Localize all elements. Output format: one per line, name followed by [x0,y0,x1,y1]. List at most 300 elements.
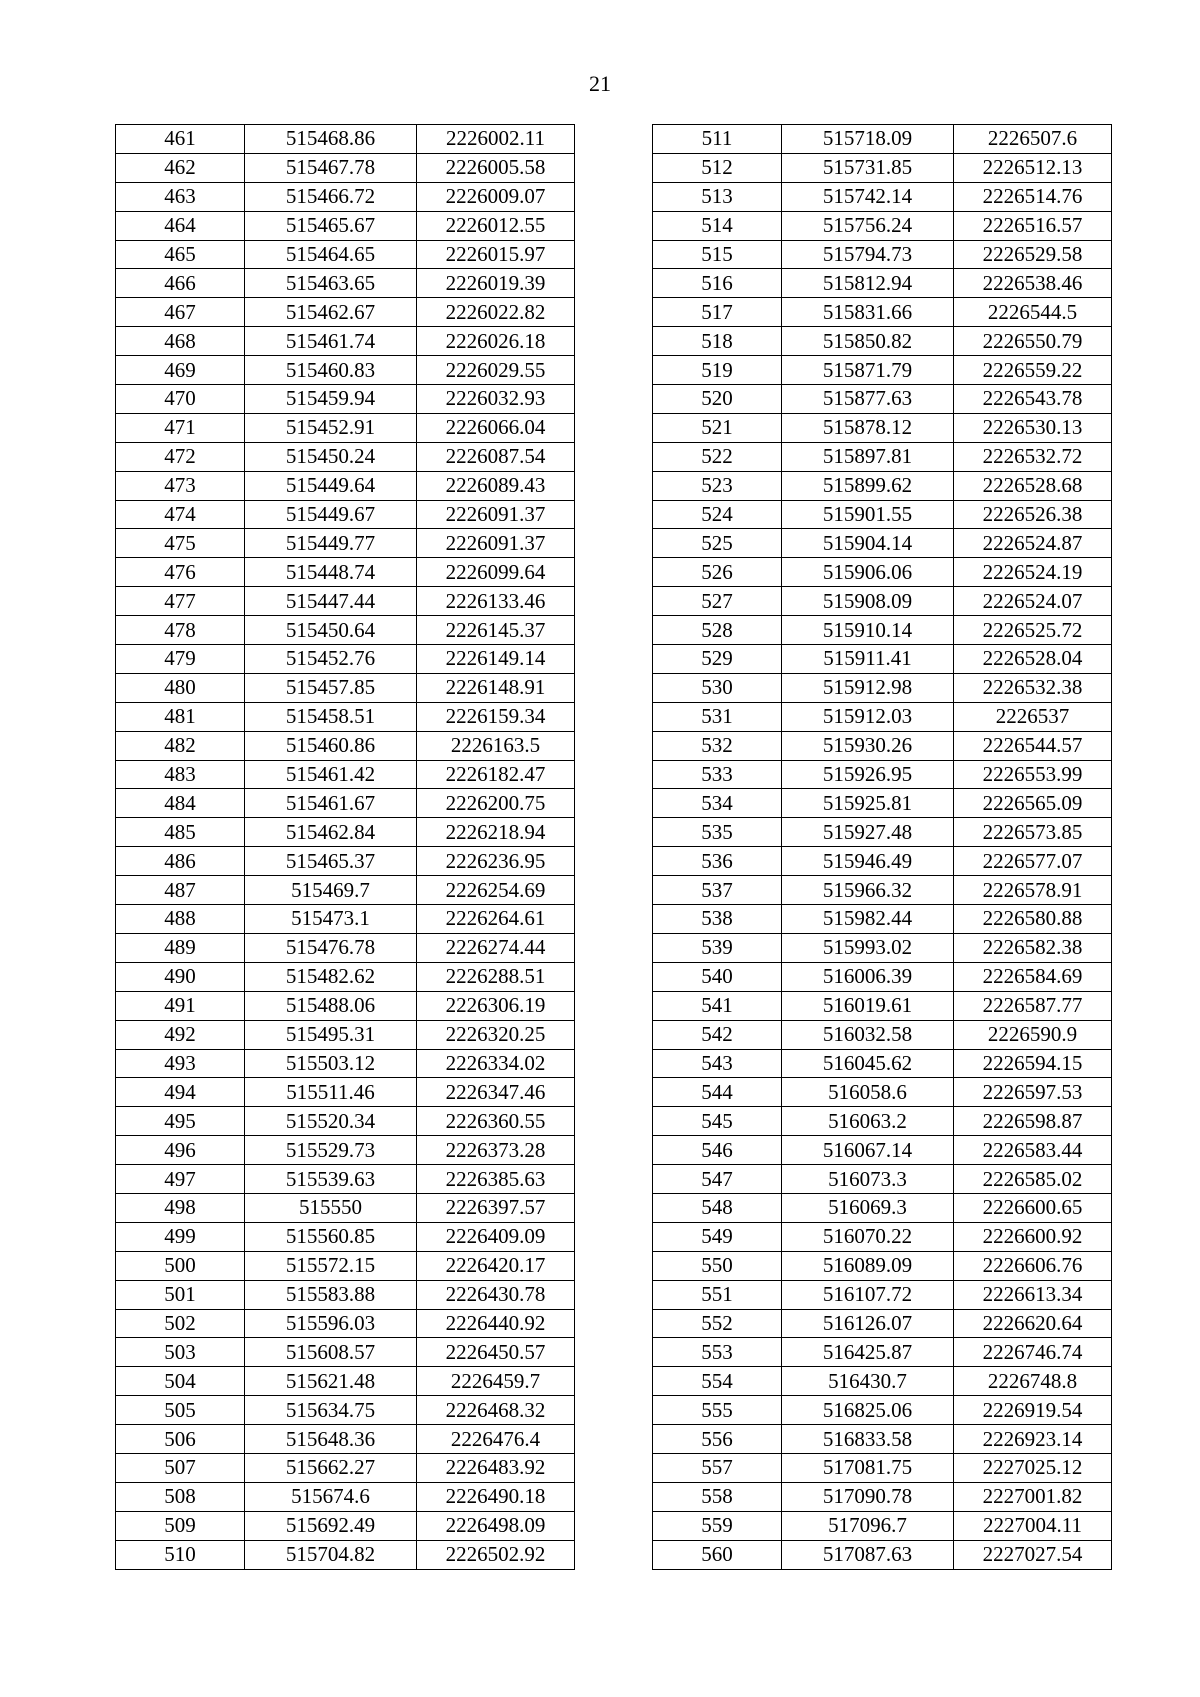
x-coordinate-cell: 515511.46 [245,1078,417,1107]
point-number-cell: 533 [653,760,782,789]
point-number-cell: 543 [653,1049,782,1078]
point-number-cell: 469 [116,356,245,385]
point-number-cell: 515 [653,240,782,269]
point-number-cell: 488 [116,905,245,934]
y-coordinate-cell: 2226600.65 [954,1193,1112,1222]
point-number-cell: 499 [116,1222,245,1251]
table-row [653,471,1112,500]
x-coordinate-cell: 516070.22 [782,1222,954,1251]
x-coordinate-cell: 515450.64 [245,616,417,645]
x-coordinate-cell: 515473.1 [245,905,417,934]
y-coordinate-cell: 2226288.51 [417,962,575,991]
y-coordinate-cell: 2226385.63 [417,1165,575,1194]
point-number-cell: 487 [116,876,245,905]
x-coordinate-cell: 515469.7 [245,876,417,905]
y-coordinate-cell: 2226550.79 [954,327,1112,356]
x-coordinate-cell: 515450.24 [245,442,417,471]
y-coordinate-cell: 2226577.07 [954,847,1112,876]
point-number-cell: 506 [116,1425,245,1454]
point-number-cell: 468 [116,327,245,356]
table-row [116,240,575,269]
x-coordinate-cell: 515461.42 [245,760,417,789]
y-coordinate-cell: 2226529.58 [954,240,1112,269]
y-coordinate-cell: 2226578.91 [954,876,1112,905]
y-coordinate-cell: 2226528.04 [954,645,1112,674]
point-number-cell: 483 [116,760,245,789]
point-number-cell: 463 [116,182,245,211]
x-coordinate-cell: 515648.36 [245,1425,417,1454]
x-coordinate-cell: 515495.31 [245,1020,417,1049]
y-coordinate-cell: 2226476.4 [417,1425,575,1454]
point-number-cell: 502 [116,1309,245,1338]
x-coordinate-cell: 515877.63 [782,385,954,414]
point-number-cell: 522 [653,442,782,471]
table-row [116,905,575,934]
y-coordinate-cell: 2226582.38 [954,933,1112,962]
table-body [116,125,575,1570]
table-row [653,673,1112,702]
y-coordinate-cell: 2226032.93 [417,385,575,414]
x-coordinate-cell: 516126.07 [782,1309,954,1338]
table-row [116,125,575,154]
table-row [653,847,1112,876]
x-coordinate-cell: 515452.76 [245,645,417,674]
point-number-cell: 508 [116,1482,245,1511]
y-coordinate-cell: 2226002.11 [417,125,575,154]
y-coordinate-cell: 2226029.55 [417,356,575,385]
x-coordinate-cell: 515466.72 [245,182,417,211]
x-coordinate-cell: 515468.86 [245,125,417,154]
table-row [116,1222,575,1251]
x-coordinate-cell: 515449.77 [245,529,417,558]
x-coordinate-cell: 515982.44 [782,905,954,934]
point-number-cell: 541 [653,991,782,1020]
y-coordinate-cell: 2226012.55 [417,211,575,240]
y-coordinate-cell: 2226598.87 [954,1107,1112,1136]
x-coordinate-cell: 516073.3 [782,1165,954,1194]
y-coordinate-cell: 2226748.8 [954,1367,1112,1396]
y-coordinate-cell: 2226587.77 [954,991,1112,1020]
point-number-cell: 501 [116,1280,245,1309]
point-number-cell: 464 [116,211,245,240]
table-row [653,413,1112,442]
x-coordinate-cell: 515488.06 [245,991,417,1020]
point-number-cell: 504 [116,1367,245,1396]
table-row [116,1020,575,1049]
x-coordinate-cell: 515731.85 [782,153,954,182]
point-number-cell: 534 [653,789,782,818]
y-coordinate-cell: 2226565.09 [954,789,1112,818]
point-number-cell: 462 [116,153,245,182]
point-number-cell: 496 [116,1136,245,1165]
y-coordinate-cell: 2226182.47 [417,760,575,789]
table-row [653,1338,1112,1367]
x-coordinate-cell: 516825.06 [782,1396,954,1425]
x-coordinate-cell: 515458.51 [245,702,417,731]
point-number-cell: 548 [653,1193,782,1222]
table-row [116,702,575,731]
table-row [653,182,1112,211]
table-row [116,587,575,616]
y-coordinate-cell: 2226218.94 [417,818,575,847]
table-row [653,1107,1112,1136]
table-row [116,1107,575,1136]
x-coordinate-cell: 515831.66 [782,298,954,327]
y-coordinate-cell: 2226091.37 [417,500,575,529]
y-coordinate-cell: 2226514.76 [954,182,1112,211]
x-coordinate-cell: 516006.39 [782,962,954,991]
point-number-cell: 486 [116,847,245,876]
point-number-cell: 551 [653,1280,782,1309]
point-number-cell: 547 [653,1165,782,1194]
x-coordinate-cell: 515476.78 [245,933,417,962]
point-number-cell: 536 [653,847,782,876]
x-coordinate-cell: 515812.94 [782,269,954,298]
x-coordinate-cell: 515520.34 [245,1107,417,1136]
y-coordinate-cell: 2226524.07 [954,587,1112,616]
y-coordinate-cell: 2227001.82 [954,1482,1112,1511]
point-number-cell: 527 [653,587,782,616]
x-coordinate-cell: 515910.14 [782,616,954,645]
y-coordinate-cell: 2226553.99 [954,760,1112,789]
point-number-cell: 473 [116,471,245,500]
x-coordinate-cell: 515560.85 [245,1222,417,1251]
y-coordinate-cell: 2226087.54 [417,442,575,471]
point-number-cell: 498 [116,1193,245,1222]
y-coordinate-cell: 2226459.7 [417,1367,575,1396]
point-number-cell: 556 [653,1425,782,1454]
point-number-cell: 553 [653,1338,782,1367]
point-number-cell: 549 [653,1222,782,1251]
point-number-cell: 511 [653,125,782,154]
table-row [116,1482,575,1511]
point-number-cell: 471 [116,413,245,442]
y-coordinate-cell: 2226254.69 [417,876,575,905]
point-number-cell: 545 [653,1107,782,1136]
x-coordinate-cell: 517096.7 [782,1511,954,1540]
point-number-cell: 510 [116,1540,245,1569]
y-coordinate-cell: 2226532.72 [954,442,1112,471]
y-coordinate-cell: 2226133.46 [417,587,575,616]
point-number-cell: 532 [653,731,782,760]
point-number-cell: 524 [653,500,782,529]
x-coordinate-cell: 515742.14 [782,182,954,211]
y-coordinate-cell: 2226430.78 [417,1280,575,1309]
table-row [116,1540,575,1569]
table-row [116,327,575,356]
y-coordinate-cell: 2226334.02 [417,1049,575,1078]
table-row [653,1222,1112,1251]
x-coordinate-cell: 515464.65 [245,240,417,269]
point-number-cell: 546 [653,1136,782,1165]
y-coordinate-cell: 2226600.92 [954,1222,1112,1251]
y-coordinate-cell: 2226159.34 [417,702,575,731]
y-coordinate-cell: 2226532.38 [954,673,1112,702]
point-number-cell: 531 [653,702,782,731]
y-coordinate-cell: 2226583.44 [954,1136,1112,1165]
x-coordinate-cell: 515459.94 [245,385,417,414]
point-number-cell: 560 [653,1540,782,1569]
table-row [653,269,1112,298]
x-coordinate-cell: 515461.74 [245,327,417,356]
table-row [116,1078,575,1107]
table-row [653,962,1112,991]
x-coordinate-cell: 515906.06 [782,558,954,587]
x-coordinate-cell: 515871.79 [782,356,954,385]
point-number-cell: 495 [116,1107,245,1136]
x-coordinate-cell: 515674.6 [245,1482,417,1511]
x-coordinate-cell: 515596.03 [245,1309,417,1338]
point-number-cell: 554 [653,1367,782,1396]
point-number-cell: 481 [116,702,245,731]
table-row [116,645,575,674]
x-coordinate-cell: 516107.72 [782,1280,954,1309]
point-number-cell: 555 [653,1396,782,1425]
y-coordinate-cell: 2226573.85 [954,818,1112,847]
point-number-cell: 484 [116,789,245,818]
table-row [116,933,575,962]
y-coordinate-cell: 2227025.12 [954,1453,1112,1482]
y-coordinate-cell: 2226559.22 [954,356,1112,385]
y-coordinate-cell: 2226026.18 [417,327,575,356]
y-coordinate-cell: 2226537 [954,702,1112,731]
table-row [116,1338,575,1367]
table-row [116,1453,575,1482]
table-row [653,1251,1112,1280]
point-number-cell: 490 [116,962,245,991]
y-coordinate-cell: 2226200.75 [417,789,575,818]
point-number-cell: 550 [653,1251,782,1280]
y-coordinate-cell: 2226163.5 [417,731,575,760]
table-row [653,442,1112,471]
point-number-cell: 512 [653,153,782,182]
table-row [653,240,1112,269]
x-coordinate-cell: 515692.49 [245,1511,417,1540]
y-coordinate-cell: 2226923.14 [954,1425,1112,1454]
y-coordinate-cell: 2226544.5 [954,298,1112,327]
x-coordinate-cell: 515539.63 [245,1165,417,1194]
coordinates-table-right [652,124,1112,1570]
x-coordinate-cell: 515897.81 [782,442,954,471]
table-row [116,356,575,385]
table-row [653,529,1112,558]
table-row [116,760,575,789]
x-coordinate-cell: 515899.62 [782,471,954,500]
y-coordinate-cell: 2226585.02 [954,1165,1112,1194]
table-row [653,587,1112,616]
y-coordinate-cell: 2226019.39 [417,269,575,298]
y-coordinate-cell: 2226236.95 [417,847,575,876]
point-number-cell: 516 [653,269,782,298]
table-row [116,1049,575,1078]
table-row [653,385,1112,414]
y-coordinate-cell: 2226450.57 [417,1338,575,1367]
y-coordinate-cell: 2226526.38 [954,500,1112,529]
x-coordinate-cell: 515911.41 [782,645,954,674]
y-coordinate-cell: 2226597.53 [954,1078,1112,1107]
table-row [653,558,1112,587]
table-row [653,1511,1112,1540]
y-coordinate-cell: 2226145.37 [417,616,575,645]
point-number-cell: 521 [653,413,782,442]
y-coordinate-cell: 2226347.46 [417,1078,575,1107]
x-coordinate-cell: 517090.78 [782,1482,954,1511]
x-coordinate-cell: 515634.75 [245,1396,417,1425]
point-number-cell: 497 [116,1165,245,1194]
y-coordinate-cell: 2226009.07 [417,182,575,211]
y-coordinate-cell: 2226512.13 [954,153,1112,182]
y-coordinate-cell: 2226528.68 [954,471,1112,500]
table-row [653,1193,1112,1222]
point-number-cell: 494 [116,1078,245,1107]
x-coordinate-cell: 515572.15 [245,1251,417,1280]
table-row [653,1367,1112,1396]
table-row [653,1078,1112,1107]
x-coordinate-cell: 515503.12 [245,1049,417,1078]
y-coordinate-cell: 2226543.78 [954,385,1112,414]
point-number-cell: 528 [653,616,782,645]
table-body [653,125,1112,1570]
table-row [116,1280,575,1309]
y-coordinate-cell: 2226397.57 [417,1193,575,1222]
x-coordinate-cell: 515529.73 [245,1136,417,1165]
x-coordinate-cell: 515621.48 [245,1367,417,1396]
x-coordinate-cell: 515457.85 [245,673,417,702]
point-number-cell: 461 [116,125,245,154]
table-row [653,933,1112,962]
x-coordinate-cell: 515794.73 [782,240,954,269]
y-coordinate-cell: 2226498.09 [417,1511,575,1540]
point-number-cell: 535 [653,818,782,847]
x-coordinate-cell: 515966.32 [782,876,954,905]
table-row [653,760,1112,789]
point-number-cell: 509 [116,1511,245,1540]
point-number-cell: 519 [653,356,782,385]
table-row [116,153,575,182]
x-coordinate-cell: 515704.82 [245,1540,417,1569]
table-row [116,1251,575,1280]
x-coordinate-cell: 517081.75 [782,1453,954,1482]
y-coordinate-cell: 2226264.61 [417,905,575,934]
x-coordinate-cell: 515946.49 [782,847,954,876]
table-row [116,298,575,327]
x-coordinate-cell: 516063.2 [782,1107,954,1136]
x-coordinate-cell: 515925.81 [782,789,954,818]
x-coordinate-cell: 515449.67 [245,500,417,529]
table-row [116,442,575,471]
point-number-cell: 470 [116,385,245,414]
point-number-cell: 513 [653,182,782,211]
x-coordinate-cell: 515878.12 [782,413,954,442]
table-row [653,153,1112,182]
y-coordinate-cell: 2226544.57 [954,731,1112,760]
y-coordinate-cell: 2226746.74 [954,1338,1112,1367]
table-row [653,645,1112,674]
point-number-cell: 475 [116,529,245,558]
table-row [116,269,575,298]
x-coordinate-cell: 515467.78 [245,153,417,182]
x-coordinate-cell: 515449.64 [245,471,417,500]
x-coordinate-cell: 516032.58 [782,1020,954,1049]
table-row [653,991,1112,1020]
table-row [116,1136,575,1165]
point-number-cell: 542 [653,1020,782,1049]
table-row [116,789,575,818]
point-number-cell: 537 [653,876,782,905]
point-number-cell: 514 [653,211,782,240]
y-coordinate-cell: 2226409.09 [417,1222,575,1251]
point-number-cell: 480 [116,673,245,702]
table-row [653,1540,1112,1569]
y-coordinate-cell: 2226440.92 [417,1309,575,1338]
x-coordinate-cell: 517087.63 [782,1540,954,1569]
x-coordinate-cell: 515460.83 [245,356,417,385]
table-row [653,1453,1112,1482]
y-coordinate-cell: 2226919.54 [954,1396,1112,1425]
y-coordinate-cell: 2226525.72 [954,616,1112,645]
y-coordinate-cell: 2226149.14 [417,645,575,674]
x-coordinate-cell: 515583.88 [245,1280,417,1309]
table-row [116,500,575,529]
page-number: 21 [589,71,611,96]
x-coordinate-cell: 515662.27 [245,1453,417,1482]
y-coordinate-cell: 2226490.18 [417,1482,575,1511]
y-coordinate-cell: 2226584.69 [954,962,1112,991]
table-row [653,1136,1112,1165]
y-coordinate-cell: 2226360.55 [417,1107,575,1136]
x-coordinate-cell: 515461.67 [245,789,417,818]
x-coordinate-cell: 515482.62 [245,962,417,991]
y-coordinate-cell: 2226530.13 [954,413,1112,442]
x-coordinate-cell: 515448.74 [245,558,417,587]
x-coordinate-cell: 515460.86 [245,731,417,760]
x-coordinate-cell: 516019.61 [782,991,954,1020]
point-number-cell: 540 [653,962,782,991]
point-number-cell: 474 [116,500,245,529]
point-number-cell: 520 [653,385,782,414]
point-number-cell: 557 [653,1453,782,1482]
table-row [653,616,1112,645]
y-coordinate-cell: 2226606.76 [954,1251,1112,1280]
y-coordinate-cell: 2226274.44 [417,933,575,962]
y-coordinate-cell: 2226613.34 [954,1280,1112,1309]
x-coordinate-cell: 515927.48 [782,818,954,847]
point-number-cell: 491 [116,991,245,1020]
point-number-cell: 466 [116,269,245,298]
x-coordinate-cell: 516430.7 [782,1367,954,1396]
point-number-cell: 517 [653,298,782,327]
point-number-cell: 476 [116,558,245,587]
x-coordinate-cell: 515465.37 [245,847,417,876]
x-coordinate-cell: 515993.02 [782,933,954,962]
y-coordinate-cell: 2226022.82 [417,298,575,327]
point-number-cell: 477 [116,587,245,616]
y-coordinate-cell: 2227027.54 [954,1540,1112,1569]
table-row [116,211,575,240]
point-number-cell: 500 [116,1251,245,1280]
x-coordinate-cell: 516058.6 [782,1078,954,1107]
table-row [116,1511,575,1540]
table-row [116,616,575,645]
table-row [116,471,575,500]
y-coordinate-cell: 2226066.04 [417,413,575,442]
table-row [116,413,575,442]
y-coordinate-cell: 2226091.37 [417,529,575,558]
y-coordinate-cell: 2226502.92 [417,1540,575,1569]
point-number-cell: 523 [653,471,782,500]
x-coordinate-cell: 515756.24 [782,211,954,240]
table-row [116,962,575,991]
